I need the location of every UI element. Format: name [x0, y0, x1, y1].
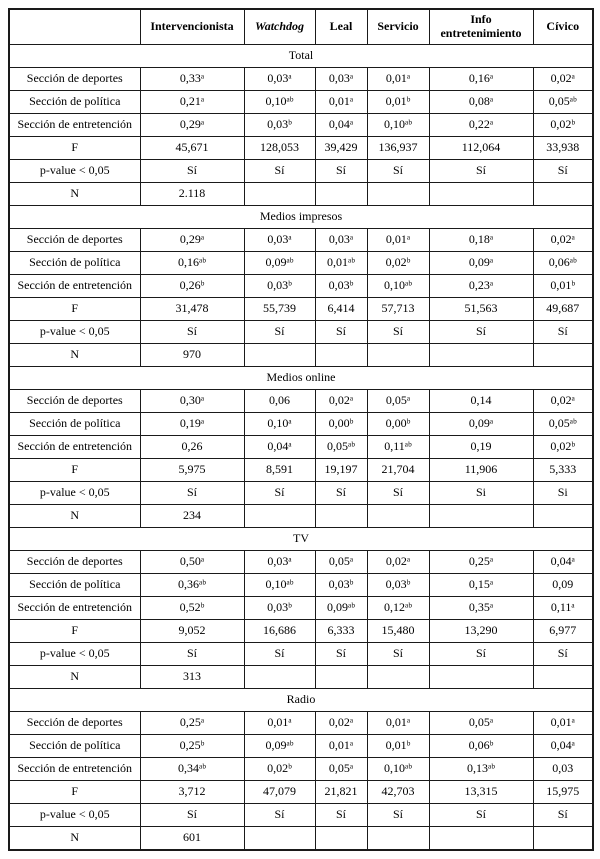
data-cell: 0,01ᵃ: [367, 229, 429, 252]
row-label: p-value < 0,05: [9, 482, 140, 505]
row-label: F: [9, 298, 140, 321]
data-cell: 0,05ᵃᵇ: [533, 91, 593, 114]
data-cell: [367, 183, 429, 206]
data-cell: [429, 505, 533, 528]
data-cell: Sí: [367, 804, 429, 827]
section-title: Total: [9, 45, 593, 68]
data-cell: 19,197: [315, 459, 367, 482]
data-cell: 47,079: [244, 781, 315, 804]
data-cell: 0,09ᵃᵇ: [244, 252, 315, 275]
data-cell: 8,591: [244, 459, 315, 482]
data-cell: 51,563: [429, 298, 533, 321]
data-cell: 0,01ᵃ: [315, 91, 367, 114]
table-row: [9, 275, 593, 298]
table-row: [9, 252, 593, 275]
row-label: p-value < 0,05: [9, 321, 140, 344]
column-header-civico: Cívico: [533, 9, 593, 45]
data-cell: 0,36ᵃᵇ: [140, 574, 244, 597]
data-cell: [244, 505, 315, 528]
data-cell: Sí: [429, 643, 533, 666]
data-cell: 313: [140, 666, 244, 689]
table-row: [9, 91, 593, 114]
data-cell: [315, 827, 367, 851]
data-cell: Sí: [140, 321, 244, 344]
data-cell: 0,00ᵇ: [315, 413, 367, 436]
data-cell: 0,03ᵃ: [244, 68, 315, 91]
row-label: Sección de entretención: [9, 436, 140, 459]
row-label: F: [9, 620, 140, 643]
data-cell: Sí: [429, 321, 533, 344]
data-cell: 0,01ᵇ: [367, 735, 429, 758]
data-cell: 0,25ᵃ: [140, 712, 244, 735]
data-cell: Si: [533, 482, 593, 505]
column-header-info-entretenimiento: Info entretenimiento: [429, 9, 533, 45]
data-cell: 0,05ᵃ: [429, 712, 533, 735]
data-cell: 0,02ᵃ: [533, 68, 593, 91]
data-cell: 128,053: [244, 137, 315, 160]
data-cell: 42,703: [367, 781, 429, 804]
table-row: [9, 551, 593, 574]
data-cell: [244, 183, 315, 206]
table-body: [9, 45, 593, 851]
data-cell: [533, 505, 593, 528]
data-cell: 0,05ᵃ: [315, 551, 367, 574]
data-cell: [244, 344, 315, 367]
data-cell: 0,12ᵃᵇ: [367, 597, 429, 620]
column-header-servicio: Servicio: [367, 9, 429, 45]
data-cell: 0,02ᵃ: [533, 390, 593, 413]
row-label: Sección de entretención: [9, 114, 140, 137]
section-title-row: [9, 367, 593, 390]
data-cell: 6,977: [533, 620, 593, 643]
data-cell: 0,10ᵃᵇ: [367, 114, 429, 137]
row-label: p-value < 0,05: [9, 160, 140, 183]
data-cell: 0,25ᵇ: [140, 735, 244, 758]
data-cell: Sí: [533, 321, 593, 344]
data-cell: Sí: [533, 160, 593, 183]
table-row: [9, 229, 593, 252]
row-label: Sección de entretención: [9, 275, 140, 298]
section-title: Radio: [9, 689, 593, 712]
data-cell: Sí: [429, 160, 533, 183]
data-cell: 0,52ᵇ: [140, 597, 244, 620]
data-cell: 0,02ᵃ: [315, 390, 367, 413]
data-cell: Sí: [367, 482, 429, 505]
table-row: [9, 160, 593, 183]
data-cell: [315, 505, 367, 528]
data-cell: 0,01ᵃ: [367, 712, 429, 735]
table-row: [9, 574, 593, 597]
data-cell: 0,05ᵃ: [315, 758, 367, 781]
data-cell: 0,25ᵃ: [429, 551, 533, 574]
data-cell: 0,16ᵃ: [429, 68, 533, 91]
data-cell: [315, 666, 367, 689]
row-label: Sección de política: [9, 91, 140, 114]
data-cell: [533, 827, 593, 851]
data-cell: 234: [140, 505, 244, 528]
data-cell: 0,10ᵃ: [244, 413, 315, 436]
data-cell: 0,14: [429, 390, 533, 413]
data-cell: 0,02ᵇ: [244, 758, 315, 781]
table-row: [9, 597, 593, 620]
results-table: [8, 8, 594, 851]
column-header-leal: Leal: [315, 9, 367, 45]
data-cell: 39,429: [315, 137, 367, 160]
data-cell: [533, 183, 593, 206]
data-cell: 0,05ᵃᵇ: [315, 436, 367, 459]
row-label: Sección de deportes: [9, 551, 140, 574]
data-cell: Sí: [315, 482, 367, 505]
data-cell: [429, 344, 533, 367]
data-cell: 970: [140, 344, 244, 367]
table-row: [9, 183, 593, 206]
data-cell: 0,16ᵃᵇ: [140, 252, 244, 275]
data-cell: 0,15ᵃ: [429, 574, 533, 597]
data-cell: 21,704: [367, 459, 429, 482]
table-row: [9, 413, 593, 436]
data-cell: 0,02ᵇ: [533, 114, 593, 137]
section-title-row: [9, 689, 593, 712]
table-row: [9, 735, 593, 758]
data-cell: [367, 505, 429, 528]
row-label: N: [9, 505, 140, 528]
data-cell: 0,18ᵃ: [429, 229, 533, 252]
data-cell: 0,06: [244, 390, 315, 413]
data-cell: 0,01ᵃ: [367, 68, 429, 91]
data-cell: 0,06ᵃᵇ: [533, 252, 593, 275]
data-cell: 0,05ᵃᵇ: [533, 413, 593, 436]
data-cell: 0,05ᵃ: [367, 390, 429, 413]
row-label: Sección de política: [9, 252, 140, 275]
table-header: [9, 9, 593, 45]
table-row: [9, 344, 593, 367]
data-cell: 0,03ᵃ: [315, 68, 367, 91]
data-cell: 16,686: [244, 620, 315, 643]
section-title-row: [9, 45, 593, 68]
data-cell: 0,02ᵃ: [315, 712, 367, 735]
table-row: [9, 804, 593, 827]
table-row: [9, 298, 593, 321]
data-cell: 0,10ᵃᵇ: [244, 91, 315, 114]
row-label: Sección de entretención: [9, 597, 140, 620]
data-cell: Sí: [315, 804, 367, 827]
data-cell: 0,01ᵇ: [533, 275, 593, 298]
data-cell: 0,26: [140, 436, 244, 459]
data-cell: 0,03ᵇ: [315, 275, 367, 298]
data-cell: Sí: [315, 160, 367, 183]
row-label: Sección de deportes: [9, 712, 140, 735]
table-row: [9, 758, 593, 781]
row-label: F: [9, 137, 140, 160]
data-cell: 0,01ᵃᵇ: [315, 252, 367, 275]
data-cell: 0,01ᵃ: [533, 712, 593, 735]
data-cell: 0,02ᵃ: [533, 229, 593, 252]
data-cell: Sí: [429, 804, 533, 827]
data-cell: Sí: [315, 321, 367, 344]
table-row: [9, 827, 593, 851]
data-cell: 0,03ᵇ: [244, 597, 315, 620]
data-cell: Sí: [367, 160, 429, 183]
data-cell: Sí: [244, 160, 315, 183]
data-cell: [315, 344, 367, 367]
data-cell: 0,11ᵃ: [533, 597, 593, 620]
table-row: [9, 68, 593, 91]
data-cell: Sí: [140, 482, 244, 505]
data-cell: 0,03: [533, 758, 593, 781]
data-cell: [367, 344, 429, 367]
data-cell: [429, 666, 533, 689]
section-title-row: [9, 528, 593, 551]
data-cell: 0,03ᵇ: [367, 574, 429, 597]
row-label: p-value < 0,05: [9, 643, 140, 666]
data-cell: [315, 183, 367, 206]
data-cell: 0,34ᵃᵇ: [140, 758, 244, 781]
data-cell: 57,713: [367, 298, 429, 321]
data-cell: Sí: [367, 321, 429, 344]
data-cell: 0,06ᵇ: [429, 735, 533, 758]
data-cell: 0,13ᵃᵇ: [429, 758, 533, 781]
data-cell: [429, 827, 533, 851]
data-cell: 0,30ᵃ: [140, 390, 244, 413]
table-row: [9, 712, 593, 735]
row-label: Sección de política: [9, 735, 140, 758]
data-cell: 0,03ᵃ: [244, 229, 315, 252]
data-cell: 31,478: [140, 298, 244, 321]
column-header-watchdog: Watchdog: [244, 9, 315, 45]
row-label: F: [9, 459, 140, 482]
data-cell: 0,10ᵃᵇ: [244, 574, 315, 597]
data-cell: 9,052: [140, 620, 244, 643]
data-cell: Si: [429, 482, 533, 505]
data-cell: 112,064: [429, 137, 533, 160]
table-row: [9, 505, 593, 528]
data-cell: 0,03ᵃ: [315, 229, 367, 252]
data-cell: Sí: [140, 804, 244, 827]
data-cell: 0,10ᵃᵇ: [367, 758, 429, 781]
header-row: [9, 9, 593, 45]
data-cell: 5,975: [140, 459, 244, 482]
data-cell: 45,671: [140, 137, 244, 160]
row-label: Sección de entretención: [9, 758, 140, 781]
table-row: [9, 436, 593, 459]
row-label: Sección de política: [9, 413, 140, 436]
data-cell: 0,29ᵃ: [140, 229, 244, 252]
table-row: [9, 114, 593, 137]
data-cell: 0,09ᵃᵇ: [244, 735, 315, 758]
data-cell: 0,50ᵃ: [140, 551, 244, 574]
data-cell: Sí: [367, 643, 429, 666]
data-cell: 21,821: [315, 781, 367, 804]
data-cell: 0,19ᵃ: [140, 413, 244, 436]
data-cell: 55,739: [244, 298, 315, 321]
data-cell: 0,26ᵇ: [140, 275, 244, 298]
data-cell: 0,10ᵃᵇ: [367, 275, 429, 298]
data-cell: 5,333: [533, 459, 593, 482]
data-cell: 15,975: [533, 781, 593, 804]
row-label: Sección de deportes: [9, 229, 140, 252]
table-row: [9, 321, 593, 344]
data-cell: Sí: [140, 643, 244, 666]
data-cell: 0,02ᵃ: [367, 551, 429, 574]
data-cell: 0,03ᵃ: [244, 551, 315, 574]
data-cell: 136,937: [367, 137, 429, 160]
row-label: p-value < 0,05: [9, 804, 140, 827]
data-cell: Sí: [244, 482, 315, 505]
data-cell: 0,35ᵃ: [429, 597, 533, 620]
row-label: N: [9, 344, 140, 367]
row-label: Sección de deportes: [9, 68, 140, 91]
table-row: [9, 781, 593, 804]
data-cell: [244, 827, 315, 851]
data-cell: 0,19: [429, 436, 533, 459]
row-label: N: [9, 666, 140, 689]
data-cell: 0,22ᵃ: [429, 114, 533, 137]
section-title-row: [9, 206, 593, 229]
data-cell: 0,01ᵃ: [244, 712, 315, 735]
data-cell: [533, 666, 593, 689]
row-label: N: [9, 827, 140, 851]
corner-cell: [9, 9, 140, 45]
data-cell: 11,906: [429, 459, 533, 482]
data-cell: 0,09ᵃ: [429, 413, 533, 436]
table-row: [9, 390, 593, 413]
data-cell: [367, 827, 429, 851]
data-cell: 0,01ᵇ: [367, 91, 429, 114]
data-cell: 6,414: [315, 298, 367, 321]
data-cell: 0,29ᵃ: [140, 114, 244, 137]
data-cell: 6,333: [315, 620, 367, 643]
data-cell: 0,04ᵃ: [533, 735, 593, 758]
table-row: [9, 666, 593, 689]
data-cell: 13,315: [429, 781, 533, 804]
row-label: Sección de política: [9, 574, 140, 597]
data-cell: Sí: [315, 643, 367, 666]
row-label: N: [9, 183, 140, 206]
section-title: TV: [9, 528, 593, 551]
data-cell: Sí: [533, 643, 593, 666]
data-cell: 0,09ᵃ: [429, 252, 533, 275]
data-cell: 13,290: [429, 620, 533, 643]
data-cell: 0,03ᵇ: [244, 275, 315, 298]
data-cell: 3,712: [140, 781, 244, 804]
data-cell: 0,03ᵇ: [244, 114, 315, 137]
data-cell: 0,01ᵃ: [315, 735, 367, 758]
data-cell: 0,09: [533, 574, 593, 597]
row-label: Sección de deportes: [9, 390, 140, 413]
data-cell: 0,09ᵃᵇ: [315, 597, 367, 620]
data-cell: 0,23ᵃ: [429, 275, 533, 298]
data-cell: Sí: [244, 804, 315, 827]
table-row: [9, 137, 593, 160]
data-cell: Sí: [244, 643, 315, 666]
data-cell: 0,21ᵃ: [140, 91, 244, 114]
column-header-intervencionista: Intervencionista: [140, 9, 244, 45]
section-title: Medios impresos: [9, 206, 593, 229]
data-cell: 33,938: [533, 137, 593, 160]
row-label: F: [9, 781, 140, 804]
data-cell: [533, 344, 593, 367]
data-cell: 49,687: [533, 298, 593, 321]
data-cell: 0,02ᵇ: [533, 436, 593, 459]
data-cell: 0,02ᵇ: [367, 252, 429, 275]
data-cell: 0,04ᵃ: [315, 114, 367, 137]
table-row: [9, 643, 593, 666]
data-cell: 0,08ᵃ: [429, 91, 533, 114]
data-cell: 15,480: [367, 620, 429, 643]
data-cell: Sí: [140, 160, 244, 183]
data-cell: 0,03ᵇ: [315, 574, 367, 597]
section-title: Medios online: [9, 367, 593, 390]
data-cell: [244, 666, 315, 689]
data-cell: 2.118: [140, 183, 244, 206]
table-row: [9, 482, 593, 505]
data-cell: 0,11ᵃᵇ: [367, 436, 429, 459]
data-cell: 0,00ᵇ: [367, 413, 429, 436]
data-cell: Sí: [533, 804, 593, 827]
data-cell: Sí: [244, 321, 315, 344]
data-cell: 0,33ᵃ: [140, 68, 244, 91]
data-cell: 0,04ᵃ: [244, 436, 315, 459]
data-cell: [367, 666, 429, 689]
data-cell: 601: [140, 827, 244, 851]
table-row: [9, 459, 593, 482]
data-cell: 0,04ᵃ: [533, 551, 593, 574]
data-cell: [429, 183, 533, 206]
table-row: [9, 620, 593, 643]
